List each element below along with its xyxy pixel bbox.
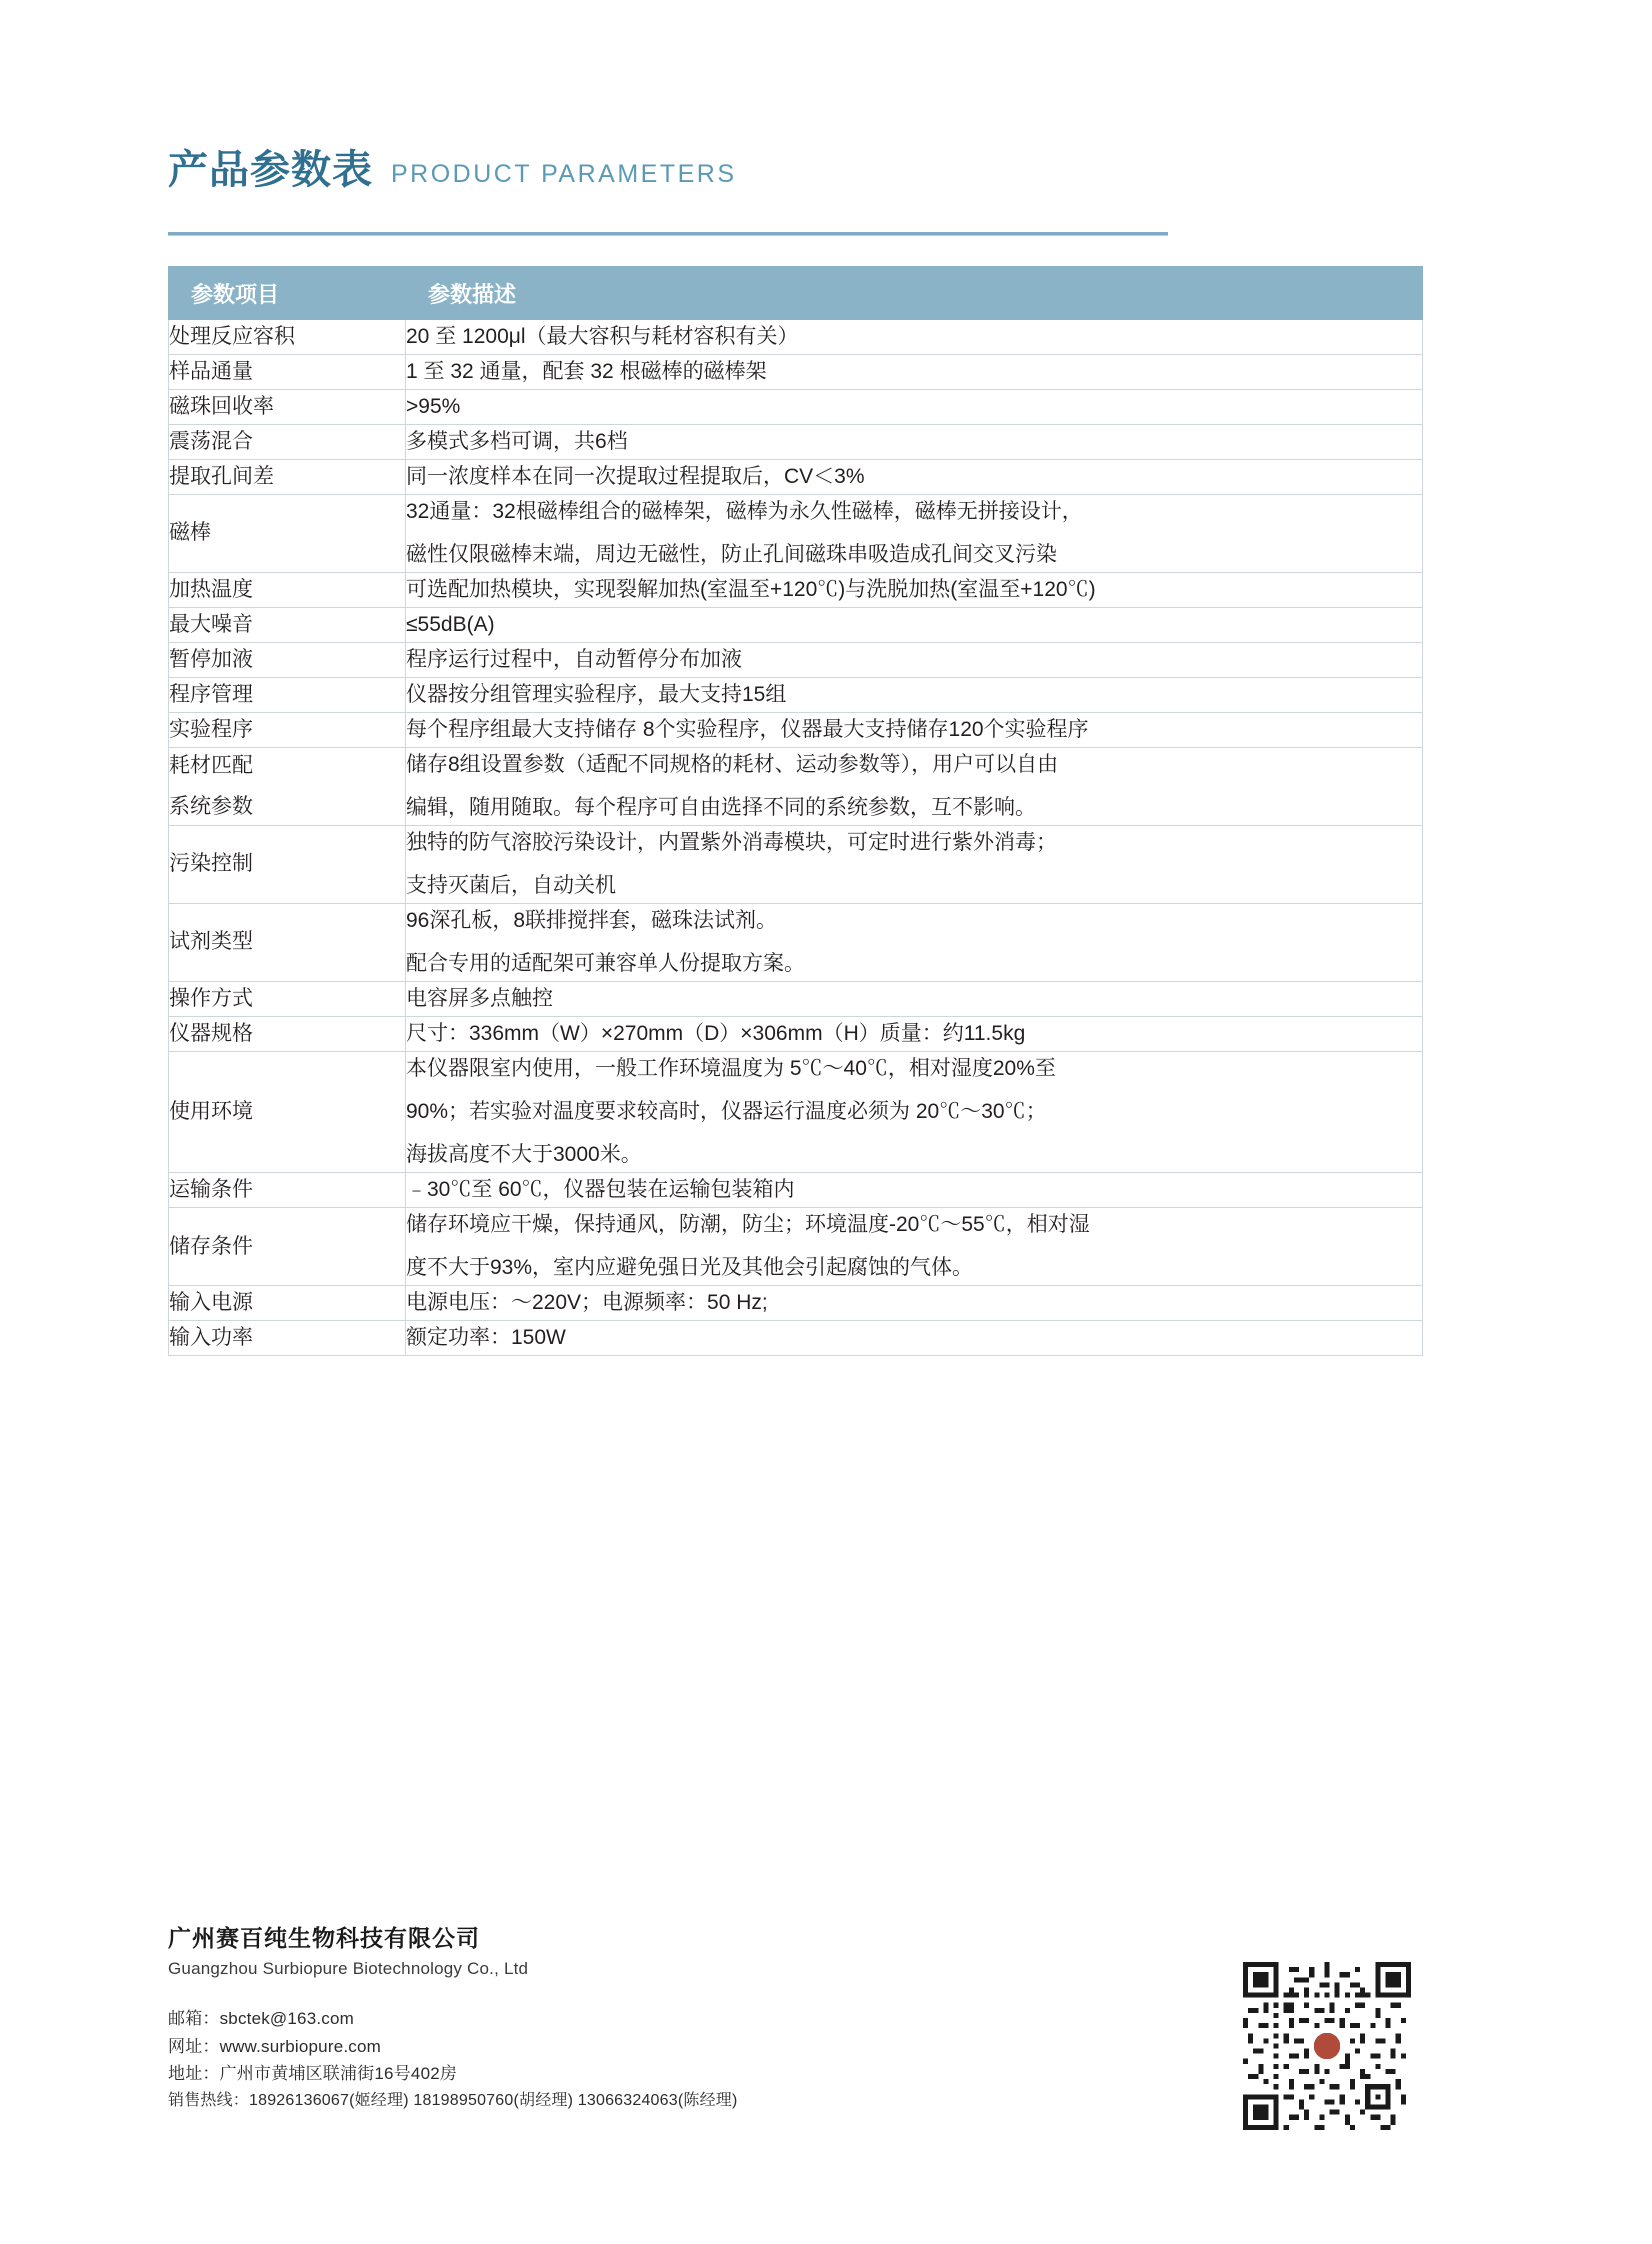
parameter-value-line: ≤55dB(A) — [406, 613, 495, 637]
parameter-name-line: 污染控制 — [169, 852, 253, 876]
table-row — [169, 355, 1423, 390]
parameter-value-cell — [406, 320, 1423, 355]
parameter-value-line: 度不大于93%，室内应避免强日光及其他会引起腐蚀的气体。 — [406, 1256, 974, 1280]
table-row — [169, 495, 1423, 573]
parameter-value-line: 多模式多档可调，共6档 — [406, 430, 628, 454]
parameter-value-cell — [406, 1052, 1423, 1173]
parameter-value-cell — [406, 1208, 1423, 1286]
parameter-name-cell — [169, 1017, 406, 1052]
parameter-name-line: 处理反应容积 — [169, 324, 295, 348]
parameter-value-cell — [406, 1017, 1423, 1052]
table-row — [169, 390, 1423, 425]
table-row — [169, 1173, 1423, 1208]
parameter-value-line: 尺寸：336mm（W）×270mm（D）×306mm（H）质量：约11.5kg — [406, 1022, 1026, 1046]
parameter-value-line: 本仪器限室内使用，一般工作环境温度为 5℃～40℃，相对湿度20%至 — [406, 1057, 1056, 1081]
parameter-name-cell — [169, 678, 406, 713]
parameter-name-cell — [169, 320, 406, 355]
header-divider-thin — [168, 235, 1168, 236]
parameter-name-line: 耗材匹配 — [169, 753, 253, 777]
parameter-value-line: 额定功率：150W — [406, 1326, 566, 1350]
table-row — [169, 982, 1423, 1017]
parameter-name-line: 输入电源 — [169, 1291, 253, 1315]
parameter-value-cell — [406, 748, 1423, 826]
parameter-name-line: 磁珠回收率 — [169, 394, 274, 418]
parameter-value-line: 储存环境应干燥，保持通风，防潮，防尘；环境温度-20℃～55℃，相对湿 — [406, 1213, 1090, 1237]
parameter-name-line: 试剂类型 — [169, 930, 253, 954]
parameter-value-line: 每个程序组最大支持储存 8个实验程序，仪器最大支持储存120个实验程序 — [406, 718, 1089, 742]
parameter-value-line: 电源电压：～220V；电源频率：50 Hz; — [406, 1291, 768, 1315]
parameter-value-line: 编辑，随用随取。每个程序可自由选择不同的系统参数，互不影响。 — [406, 796, 1036, 820]
table-row — [169, 1017, 1423, 1052]
parameter-name-cell — [169, 425, 406, 460]
parameter-name-cell — [169, 748, 406, 826]
parameter-value-line: ﹣30℃至 60℃，仪器包装在运输包装箱内 — [406, 1178, 795, 1202]
parameter-value-line: 程序运行过程中，自动暂停分布加液 — [406, 648, 742, 672]
parameter-name-cell — [169, 1321, 406, 1356]
parameter-value-line: 20 至 1200μl（最大容积与耗材容积有关） — [406, 325, 799, 348]
parameter-value-line: >95% — [406, 395, 461, 419]
parameter-value-cell — [406, 643, 1423, 678]
parameter-name-cell — [169, 608, 406, 643]
parameter-name-line: 加热温度 — [169, 577, 253, 601]
parameter-name-line: 提取孔间差 — [169, 464, 274, 488]
parameter-name-cell — [169, 1173, 406, 1208]
parameter-name-line: 使用环境 — [169, 1100, 253, 1124]
page-title: 产品参数表 — [168, 148, 373, 192]
parameter-value-cell — [406, 355, 1423, 390]
qr-code — [1243, 1962, 1411, 2130]
parameter-name-line: 最大噪音 — [169, 612, 253, 636]
parameter-name-line: 暂停加液 — [169, 647, 253, 671]
parameter-value-line: 电容屏多点触控 — [406, 987, 553, 1011]
parameter-value-cell — [406, 460, 1423, 495]
parameter-name-cell — [169, 904, 406, 982]
header-title-row — [168, 150, 1168, 190]
parameter-name-cell — [169, 982, 406, 1017]
qr-code-image — [1243, 1962, 1411, 2130]
parameter-name-line: 仪器规格 — [169, 1022, 253, 1046]
contact-website: 网址：www.surbiopure.com — [168, 2036, 381, 2056]
parameters-table — [168, 266, 1423, 1356]
parameter-value-cell — [406, 390, 1423, 425]
parameter-value-line: 配合专用的适配架可兼容单人份提取方案。 — [406, 952, 805, 976]
parameter-name-line: 系统参数 — [169, 795, 253, 819]
parameter-value-cell — [406, 678, 1423, 713]
parameter-name-cell — [169, 1286, 406, 1321]
contact-address: 地址：广州市黄埔区联浦街16号402房 — [168, 2064, 458, 2084]
parameter-name-line: 震荡混合 — [169, 429, 253, 453]
parameter-value-line: 仪器按分组管理实验程序，最大支持15组 — [406, 683, 787, 707]
column-header-item: 参数项目 — [169, 267, 406, 320]
table-header-row — [169, 267, 1423, 320]
table-row — [169, 826, 1423, 904]
table-row — [169, 1208, 1423, 1286]
parameter-value-line: 储存8组设置参数（适配不同规格的耗材、运动参数等），用户可以自由 — [406, 753, 1059, 777]
parameter-name-cell — [169, 643, 406, 678]
parameter-name-cell — [169, 713, 406, 748]
parameters-table-wrapper — [168, 266, 1423, 1356]
table-row — [169, 460, 1423, 495]
parameter-value-cell — [406, 904, 1423, 982]
parameter-value-cell — [406, 495, 1423, 573]
table-row — [169, 425, 1423, 460]
page-header — [168, 150, 1168, 190]
parameter-name-line: 输入功率 — [169, 1326, 253, 1350]
table-row — [169, 573, 1423, 608]
parameter-name-cell — [169, 390, 406, 425]
table-row — [169, 713, 1423, 748]
table-row — [169, 678, 1423, 713]
parameter-name-line: 操作方式 — [169, 987, 253, 1011]
parameter-name-line: 运输条件 — [169, 1178, 253, 1202]
company-name-en: Guangzhou Surbiopure Biotechnology Co., Ltd — [168, 1959, 529, 1978]
parameter-value-line: 90%；若实验对温度要求较高时，仪器运行温度必须为 20℃～30℃； — [406, 1100, 1047, 1124]
parameter-name-cell — [169, 355, 406, 390]
parameter-name-line: 储存条件 — [169, 1234, 253, 1258]
parameter-value-cell — [406, 1321, 1423, 1356]
table-row — [169, 643, 1423, 678]
table-row — [169, 608, 1423, 643]
parameter-name-cell — [169, 460, 406, 495]
table-body — [169, 320, 1423, 1356]
parameter-name-cell — [169, 495, 406, 573]
column-header-description: 参数描述 — [406, 267, 1423, 320]
table-row — [169, 1052, 1423, 1173]
parameter-name-line: 磁棒 — [169, 521, 211, 545]
parameter-name-line: 程序管理 — [169, 682, 253, 706]
parameter-value-line: 海拔高度不大于3000米。 — [406, 1143, 642, 1167]
parameter-name-line: 样品通量 — [169, 359, 253, 383]
page-subtitle: PRODUCT PARAMETERS — [391, 160, 737, 188]
parameter-value-cell — [406, 608, 1423, 643]
parameter-value-line: 磁性仅限磁棒末端，周边无磁性，防止孔间磁珠串吸造成孔间交叉污染 — [406, 543, 1057, 567]
parameter-name-cell — [169, 1052, 406, 1173]
footer — [168, 1920, 1068, 2114]
parameter-value-line: 支持灭菌后，自动关机 — [406, 874, 616, 898]
parameter-value-cell — [406, 982, 1423, 1017]
parameter-value-line: 96深孔板，8联排搅拌套，磁珠法试剂。 — [406, 909, 778, 933]
parameter-value-cell — [406, 425, 1423, 460]
parameter-name-cell — [169, 1208, 406, 1286]
parameter-value-cell — [406, 1286, 1423, 1321]
table-row — [169, 320, 1423, 355]
parameter-name-cell — [169, 573, 406, 608]
company-name-cn: 广州赛百纯生物科技有限公司 — [168, 1925, 480, 1951]
parameter-name-cell — [169, 826, 406, 904]
table-row — [169, 1286, 1423, 1321]
contact-email: 邮箱：sbctek@163.com — [168, 2009, 354, 2028]
table-row — [169, 904, 1423, 982]
table-row — [169, 748, 1423, 826]
parameter-value-cell — [406, 573, 1423, 608]
parameter-value-cell — [406, 826, 1423, 904]
parameter-value-line: 32通量：32根磁棒组合的磁棒架，磁棒为永久性磁棒，磁棒无拼接设计， — [406, 500, 1083, 524]
parameter-value-line: 同一浓度样本在同一次提取过程提取后，CV＜3% — [406, 465, 865, 489]
table-row — [169, 1321, 1423, 1356]
parameter-value-line: 独特的防气溶胶污染设计，内置紫外消毒模块，可定时进行紫外消毒； — [406, 831, 1057, 855]
parameter-value-line: 可选配加热模块，实现裂解加热(室温至+120℃)与洗脱加热(室温至+120℃) — [406, 578, 1096, 602]
parameter-name-line: 实验程序 — [169, 717, 253, 741]
parameter-value-cell — [406, 1173, 1423, 1208]
parameter-value-cell — [406, 713, 1423, 748]
parameter-value-line: 1 至 32 通量，配套 32 根磁棒的磁棒架 — [406, 360, 767, 384]
contact-hotline: 销售热线：18926136067(姬经理) 18198950760(胡经理) 13066324063(陈经理) — [168, 2091, 738, 2109]
